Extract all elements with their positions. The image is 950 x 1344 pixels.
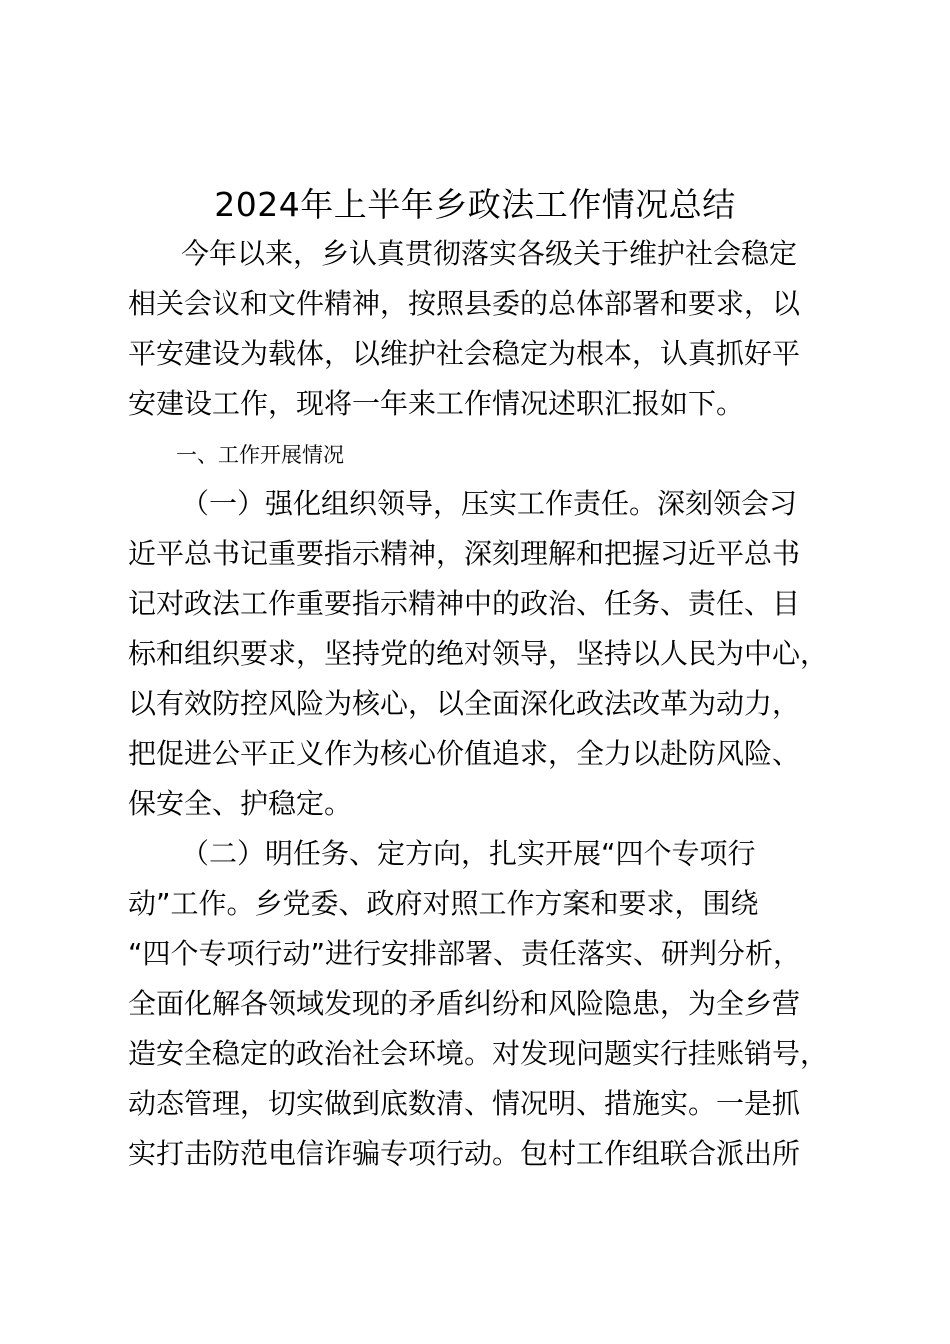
para1-line-2: 近平总书记重要指示精神，深刻理解和把握习近平总书 (128, 537, 801, 570)
para1-line-5: 以有效防控风险为核心，以全面深化政法改革为动力， (128, 687, 801, 720)
intro-line-1: 今年以来，乡认真贯彻落实各级关于维护社会稳定 (181, 237, 798, 270)
para2-line-1: （二）明任务、定方向，扎实开展“四个专项行 (181, 837, 756, 870)
section-heading: 一、工作开展情况 (176, 443, 344, 467)
para2-line-7: 实打击防范电信诈骗专项行动。包村工作组联合派出所 (128, 1137, 801, 1170)
intro-line-4: 安建设工作，现将一年来工作情况述职汇报如下。 (128, 387, 745, 420)
para1-line-3: 记对政法工作重要指示精神中的政治、任务、责任、目 (128, 587, 801, 620)
para1-line-6: 把促进公平正义作为核心价值追求，全力以赴防风险、 (128, 737, 801, 770)
document-title: 2024年上半年乡政法工作情况总结 (214, 185, 736, 224)
para2-line-4: 全面化解各领域发现的矛盾纠纷和风险隐患，为全乡营 (128, 987, 801, 1020)
intro-line-3: 平安建设为载体，以维护社会稳定为根本，认真抓好平 (128, 337, 801, 370)
para1-line-7: 保安全、护稳定。 (128, 787, 353, 820)
para1-line-1: （一）强化组织领导，压实工作责任。深刻领会习 (181, 487, 798, 520)
intro-line-2: 相关会议和文件精神，按照县委的总体部署和要求，以 (128, 287, 801, 320)
para2-line-5: 造安全稳定的政治社会环境。对发现问题实行挂账销号， (128, 1037, 829, 1070)
para2-line-6: 动态管理，切实做到底数清、情况明、措施实。一是抓 (128, 1087, 801, 1120)
para2-line-3: “四个专项行动”进行安排部署、责任落实、研判分析， (128, 937, 802, 970)
para1-line-4: 标和组织要求，坚持党的绝对领导，坚持以人民为中心， (128, 637, 829, 670)
para2-line-2: 动”工作。乡党委、政府对照工作方案和要求，围绕 (128, 887, 759, 920)
